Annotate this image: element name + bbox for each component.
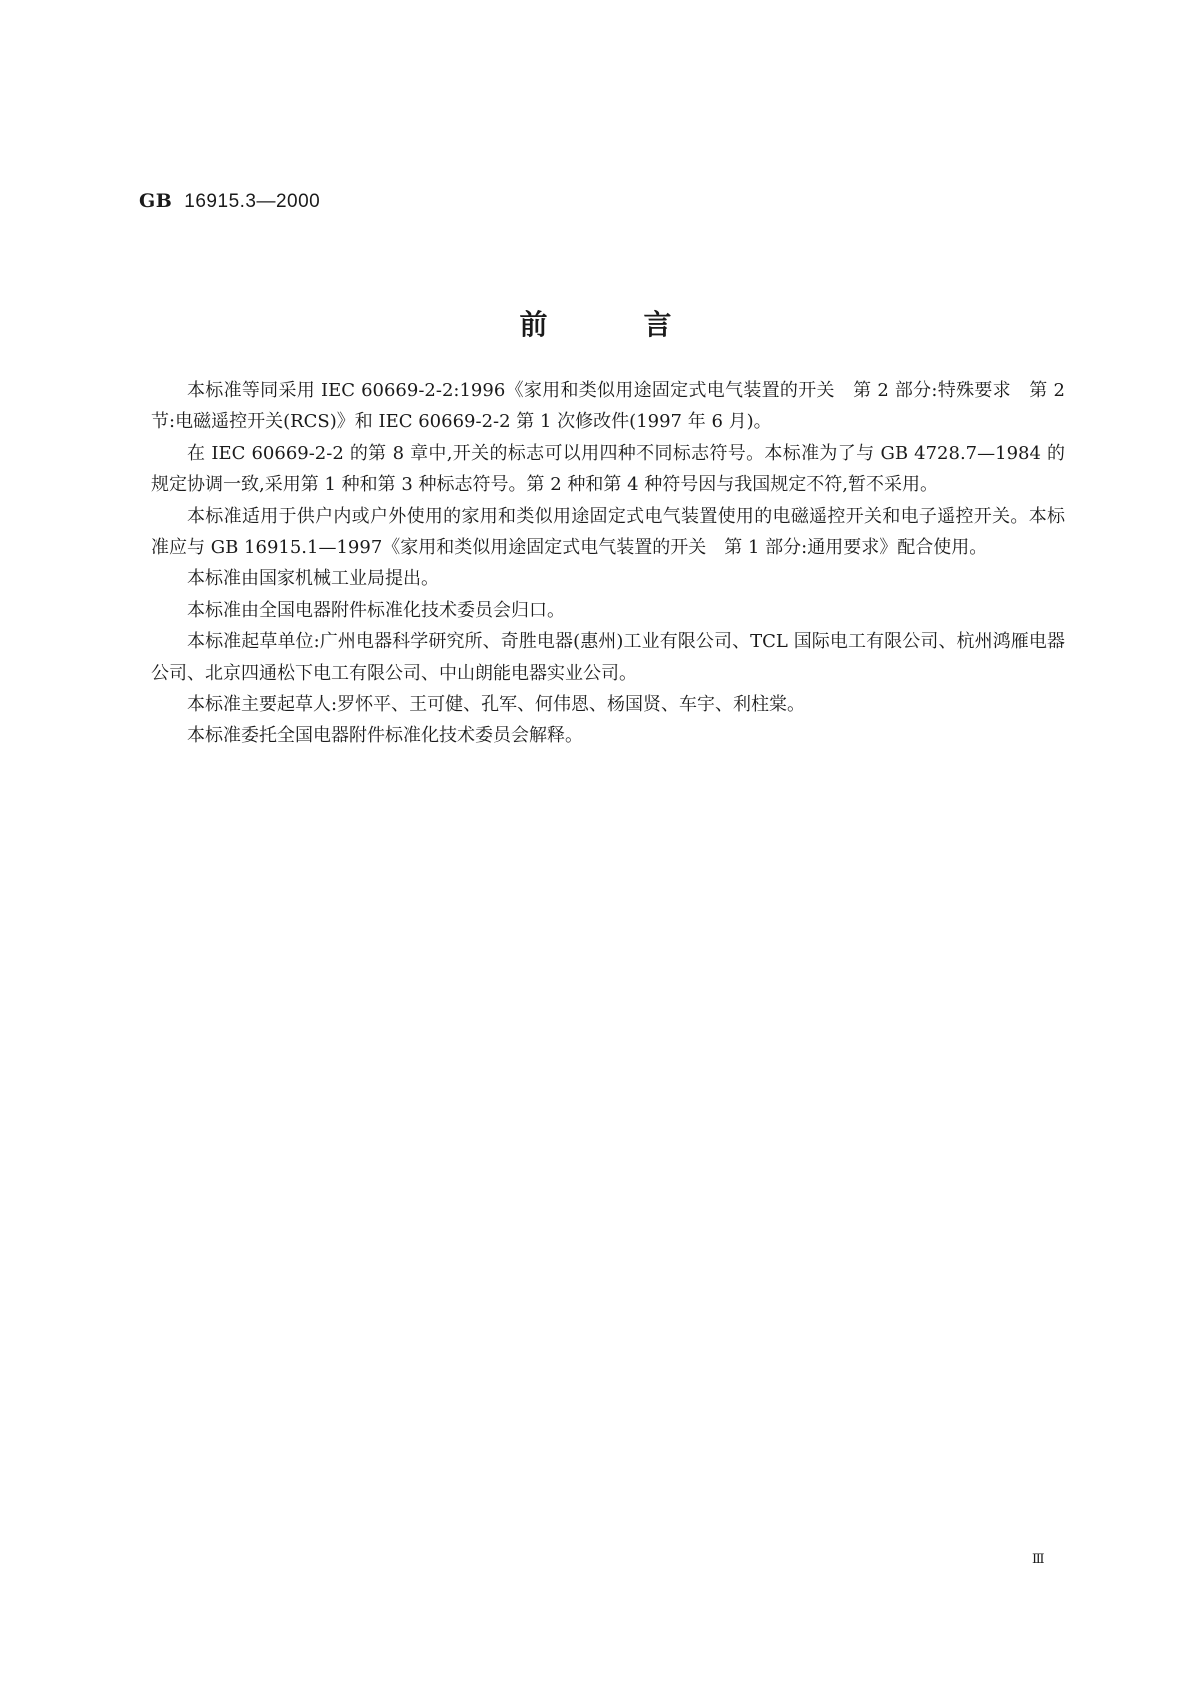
standard-number: 16915.3—2000 bbox=[184, 191, 321, 212]
foreword-body bbox=[151, 375, 1065, 752]
paragraph-marking-symbols: 在 IEC 60669-2-2 的第 8 章中,开关的标志可以用四种不同标志符号。本标准为了与 GB 4728.7—1984 的规定协调一致,采用第 1 种和第 3 种标志符号。第 2 种和第 4 种符号因与我国规定不符,暂不采用。 bbox=[151, 442, 1065, 496]
standard-prefix: GB bbox=[139, 190, 173, 212]
title-char-1: 前 bbox=[519, 308, 548, 341]
paragraph-adoption: 本标准等同采用 IEC 60669-2-2:1996《家用和类似用途固定式电气装置的开关 第 2 部分:特殊要求 第 2 节:电磁遥控开关(RCS)》和 IEC 60669-2-2 第 1 次修改件(1997 年 6 月)。 bbox=[151, 380, 1065, 433]
paragraph-main-drafters: 本标准主要起草人:罗怀平、王可健、孔军、何伟恩、杨国贤、车宇、利柱棠。 bbox=[187, 694, 806, 716]
standard-code-header bbox=[139, 190, 320, 213]
page-number: Ⅲ bbox=[1032, 1552, 1045, 1567]
page-title bbox=[0, 305, 1191, 345]
paragraph-proposer: 本标准由国家机械工业局提出。 bbox=[187, 568, 439, 590]
title-char-2: 言 bbox=[643, 308, 672, 341]
paragraph-drafting-units: 本标准起草单位:广州电器科学研究所、奇胜电器(惠州)工业有限公司、TCL 国际电工有限公司、杭州鸿雁电器公司、北京四通松下电工有限公司、中山朗能电器实业公司。 bbox=[151, 631, 1065, 684]
paragraph-scope: 本标准适用于供户内或户外使用的家用和类似用途固定式电气装置使用的电磁遥控开关和电子遥控开关。本标准应与 GB 16915.1—1997《家用和类似用途固定式电气装置的开关 第 1 部分:通用要求》配合使用。 bbox=[151, 505, 1065, 559]
paragraph-interpretation: 本标准委托全国电器附件标准化技术委员会解释。 bbox=[187, 725, 583, 747]
paragraph-centralized-by: 本标准由全国电器附件标准化技术委员会归口。 bbox=[187, 599, 565, 621]
